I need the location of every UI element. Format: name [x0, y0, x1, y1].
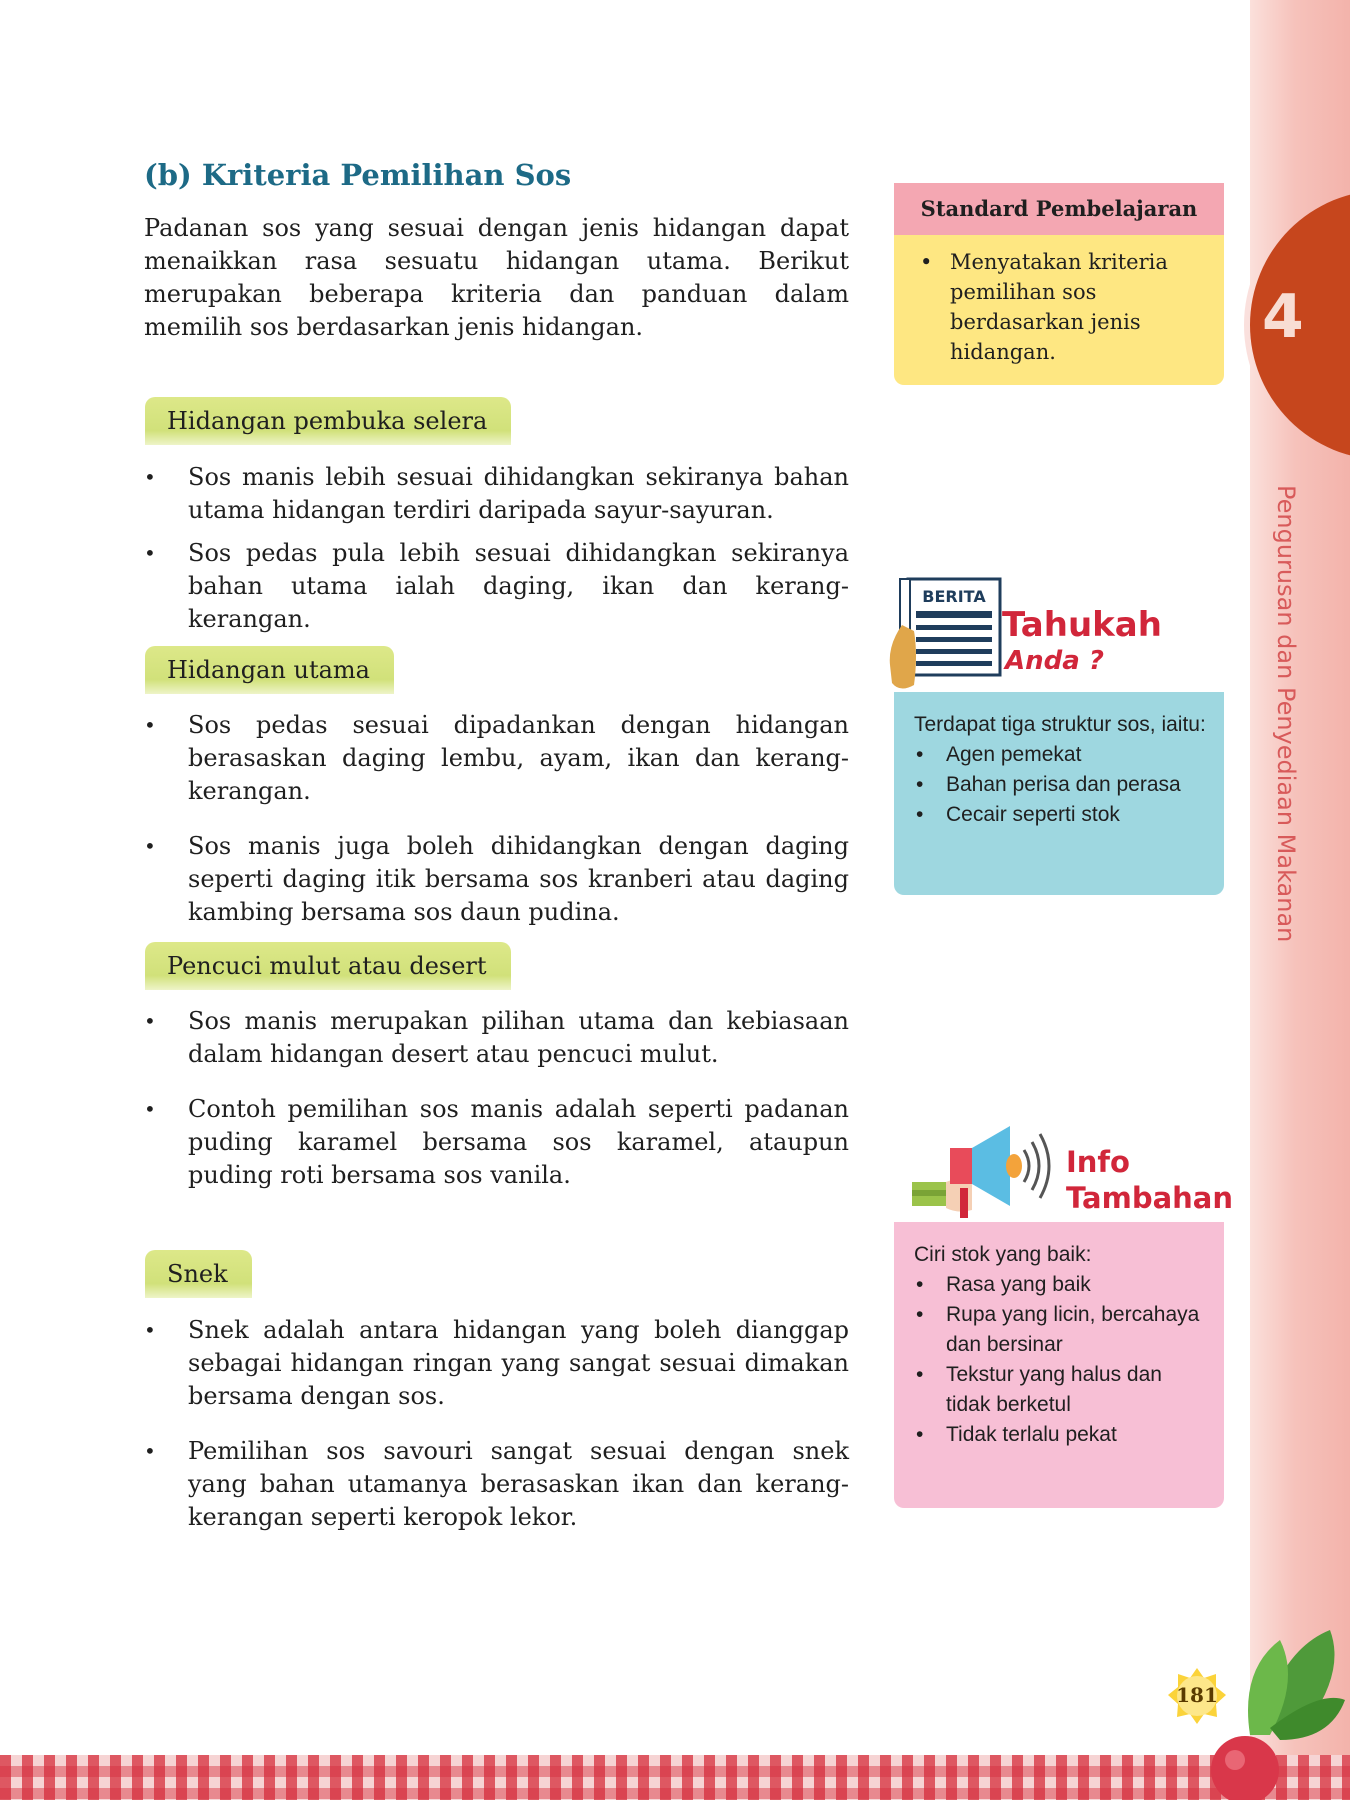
bullet: • [144, 1439, 156, 1463]
list-item-text: Sos pedas sesuai dipadankan dengan hidangan berasaskan daging lembu, ayam, ikan dan kerang-kerangan. [188, 711, 849, 805]
bullet-list-pembuka-selera [144, 461, 849, 636]
subsection-label-hidangan-utama: Hidangan utama [145, 646, 394, 694]
list-item [144, 1093, 849, 1192]
list-item [144, 537, 849, 636]
list-item-text: Contoh pemilihan sos manis adalah seperti padanan puding karamel bersama sos karamel, ataupun puding roti bersama sos vanila. [188, 1095, 849, 1189]
bullet: • [916, 1423, 924, 1446]
bullet-list-hidangan-utama [144, 709, 849, 929]
list-item-text: Bahan perisa dan perasa [946, 773, 1181, 796]
bullet: • [916, 1273, 924, 1296]
list-item-text: Rasa yang baik [946, 1273, 1091, 1296]
bullet: • [916, 743, 924, 766]
list-item-text: Sos manis lebih sesuai dihidangkan sekiranya bahan utama hidangan terdiri daripada sayur-sayuran. [188, 463, 849, 524]
list-item [914, 800, 1210, 830]
list-item [144, 1314, 849, 1413]
list-item [914, 247, 1208, 367]
subsection-label-pembuka-selera: Hidangan pembuka selera [145, 397, 511, 445]
page-number: 181 [1176, 1683, 1218, 1707]
subsection-label-snek: Snek [145, 1250, 252, 1298]
list-item-text: Menyatakan kriteria pemilihan sos berdasarkan jenis hidangan. [950, 250, 1168, 364]
bullet: • [916, 1303, 924, 1326]
newspaper-badge: BERITA [922, 587, 986, 606]
list-item [144, 1435, 849, 1534]
info-tambahan-box [894, 1222, 1224, 1508]
bullet: • [144, 1318, 156, 1342]
list-item [914, 740, 1210, 770]
bullet: • [916, 1363, 924, 1386]
bullet: • [916, 803, 924, 826]
list-item-text: Tidak terlalu pekat [946, 1423, 1117, 1446]
bullet-list-snek [144, 1314, 849, 1534]
bullet: • [144, 1009, 156, 1033]
list-item-text: Cecair seperti stok [946, 803, 1120, 826]
intro-paragraph: Padanan sos yang sesuai dengan jenis hidangan dapat menaikkan rasa sesuatu hidangan utama. Berikut merupakan beberapa kriteria dan panduan dalam memilih sos berdasarkan jenis hidangan. [144, 214, 849, 341]
list-item-text: Sos manis juga boleh dihidangkan dengan daging seperti daging itik bersama sos kranberi atau daging kambing bersama sos daun pudina. [188, 832, 849, 926]
chapter-number: 4 [1262, 282, 1304, 352]
list-item [144, 1005, 849, 1071]
bullet: • [916, 773, 924, 796]
bullet: • [920, 250, 933, 274]
list-item-text: Agen pemekat [946, 743, 1082, 766]
bullet: • [144, 541, 156, 565]
subsection-label-pencuci-mulut: Pencuci mulut atau desert [145, 942, 511, 990]
standard-pembelajaran-list [894, 235, 1224, 367]
tahukah-anda-box [894, 692, 1224, 895]
section-heading: (b) Kriteria Pemilihan Sos [144, 158, 572, 192]
list-item [914, 1300, 1210, 1360]
list-item [144, 461, 849, 527]
list-item-text: Rupa yang licin, bercahaya dan bersinar [946, 1303, 1200, 1356]
list-item-text: Pemilihan sos savouri sangat sesuai dengan snek yang bahan utamanya berasaskan ikan dan kerang-kerangan seperti keropok lekor. [188, 1437, 849, 1531]
megaphone-icon [910, 1120, 1060, 1220]
newspaper-icon [888, 575, 1004, 691]
tahukah-intro: Terdapat tiga struktur sos, iaitu: [914, 713, 1206, 736]
list-item-text: Sos pedas pula lebih sesuai dihidangkan sekiranya bahan utama ialah daging, ikan dan kerang-kerangan. [188, 539, 849, 633]
bullet: • [144, 465, 156, 489]
list-item [914, 1420, 1210, 1450]
info-list [894, 1270, 1224, 1450]
list-item [914, 1360, 1210, 1420]
list-item [144, 709, 849, 808]
list-item [914, 1270, 1210, 1300]
list-item [144, 830, 849, 929]
bullet-list-pencuci-mulut [144, 1005, 849, 1192]
tahukah-list [894, 740, 1224, 830]
bullet: • [144, 834, 156, 858]
info-title: Info [1066, 1145, 1130, 1179]
bullet: • [144, 1097, 156, 1121]
info-intro: Ciri stok yang baik: [914, 1243, 1092, 1266]
standard-pembelajaran-title: Standard Pembelajaran [894, 183, 1224, 235]
list-item-text: Tekstur yang halus dan tidak berketul [946, 1363, 1162, 1416]
standard-pembelajaran-box [894, 183, 1224, 385]
list-item-text: Sos manis merupakan pilihan utama dan kebiasaan dalam hidangan desert atau pencuci mulut. [188, 1007, 849, 1068]
anda-title: Anda ? [1005, 646, 1104, 676]
tahukah-title: Tahukah [1002, 605, 1162, 645]
tambahan-title: Tambahan [1066, 1181, 1234, 1215]
list-item [914, 770, 1210, 800]
bullet: • [144, 713, 156, 737]
chapter-title: Pengurusan dan Penyediaan Makanan [1272, 485, 1300, 943]
list-item-text: Snek adalah antara hidangan yang boleh dianggap sebagai hidangan ringan yang sangat sesuai dimakan bersama dengan sos. [188, 1316, 849, 1410]
